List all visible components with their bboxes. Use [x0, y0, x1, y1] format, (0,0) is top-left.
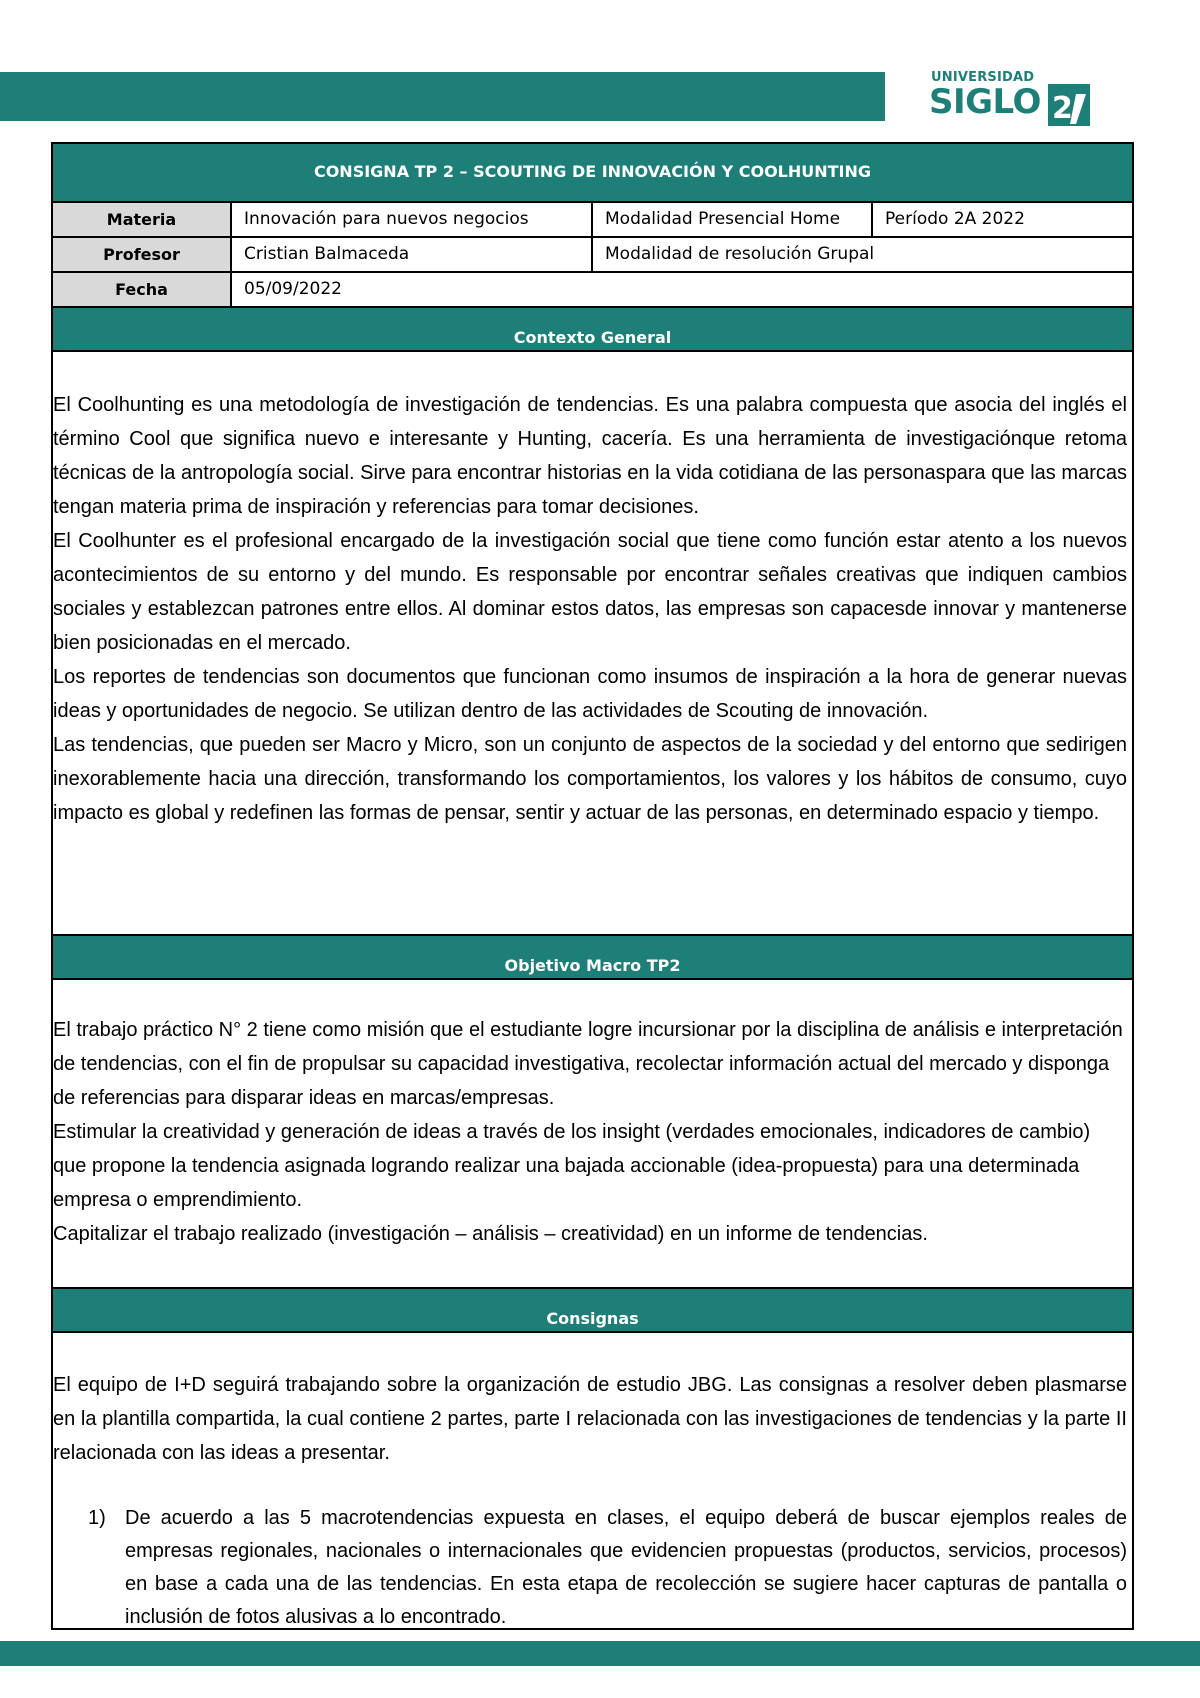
periodo-value: Período 2A 2022: [885, 209, 1025, 229]
section-title-consignas: Consignas: [53, 1289, 1132, 1333]
fecha-value: 05/09/2022: [244, 279, 342, 299]
modalidad-value: Modalidad Presencial Home: [593, 203, 873, 236]
objetivo-paragraph: El trabajo práctico N° 2 tiene como misión que el estudiante logre incursionar por la disciplina de análisis e interpretación de tendencias, con el fin de propulsar su capacidad investigativa, recolectar información actual del mercado y disponga de referencias para disparar ideas en marcas/empresas.: [53, 1019, 1123, 1109]
logo-21-badge-icon: [1048, 84, 1090, 126]
assignment-sheet: [51, 142, 1134, 1630]
consignas-intro: El equipo de I+D seguirá trabajando sobre la organización de estudio JBG. Las consignas a resolver deben plasmarse en la plantilla compartida, la cual contiene 2 partes, parte I relacionada con las investigaciones de tendencias y la parte II relacionada con las ideas a presentar.: [53, 1374, 1127, 1464]
section-title-objetivo: Objetivo Macro TP2: [53, 936, 1132, 980]
objetivo-paragraph: Capitalizar el trabajo realizado (investigación – análisis – creatividad) en un informe de tendencias.: [53, 1223, 928, 1245]
contexto-body: [53, 388, 1127, 830]
list-item: [88, 1502, 1127, 1634]
bottom-accent-band: [0, 1641, 1200, 1666]
list-item-text: De acuerdo a las 5 macrotendencias expuesta en clases, el equipo deberá de buscar ejemplos reales de empresas regionales, nacionales o internacionales que evidencien propuestas (productos, servicios, procesos) en base a cada una de las tendencias. En esta etapa de recolección se sugiere hacer capturas de pantalla o inclusión de fotos alusivas a lo encontrado.: [125, 1507, 1127, 1628]
section-title-contexto: Contexto General: [53, 308, 1132, 352]
info-row-materia: [53, 203, 1132, 238]
profesor-label: Profesor: [53, 238, 232, 271]
info-row-fecha: [53, 273, 1132, 308]
resolucion-value: Modalidad de resolución Grupal: [605, 244, 875, 264]
contexto-paragraph: El Coolhunter es el profesional encargado de la investigación social que tiene como función estar atento a los nuevos acontecimientos de su entorno y del mundo. Es responsable por encontrar señales creativas que indiquen cambios sociales y establezcan patrones entre ellos. Al dominar estos datos, las empresas son capacesde innovar y mantenerse bien posicionadas en el mercado.: [53, 530, 1127, 654]
list-item-number: 1): [88, 1507, 106, 1529]
info-row-profesor: [53, 238, 1132, 273]
top-accent-band: [0, 72, 885, 121]
fecha-label: Fecha: [53, 273, 232, 306]
page-title: CONSIGNA TP 2 – SCOUTING DE INNOVACIÓN Y COOLHUNTING: [53, 144, 1132, 203]
materia-label: Materia: [53, 203, 232, 236]
materia-value: Innovación para nuevos negocios: [232, 203, 593, 236]
contexto-paragraph: Los reportes de tendencias son documentos que funcionan como insumos de inspiración a la hora de generar nuevas ideas y oportunidades de negocio. Se utilizan dentro de las actividades de Scouting de innovación.: [53, 666, 1127, 722]
profesor-value: Cristian Balmaceda: [232, 238, 593, 271]
university-logo: [931, 70, 1091, 130]
contexto-paragraph: Las tendencias, que pueden ser Macro y Micro, son un conjunto de aspectos de la sociedad y del entorno que sedirigen inexorablemente hacia una dirección, transformando los comportamientos, los valores y los hábitos de consumo, cuyo impacto es global y redefinen las formas de pensar, sentir y actuar de las personas, en determinado espacio y tiempo.: [53, 734, 1127, 824]
contexto-paragraph: El Coolhunting es una metodología de investigación de tendencias. Es una palabra compuesta que asocia del inglés el término Cool que significa nuevo e interesante y Hunting, cacería. Es una herramienta de investigaciónque retoma técnicas de la antropología social. Sirve para encontrar historias en la vida cotidiana de las personaspara que las marcas tengan materia prima de inspiración y referencias para tomar decisiones.: [53, 394, 1127, 518]
logo-name: SIGLO: [929, 82, 1041, 122]
svg-text:2: 2: [1052, 91, 1073, 126]
objetivo-paragraph: Estimular la creatividad y generación de ideas a través de los insight (verdades emocionales, indicadores de cambio) que propone la tendencia asignada logrando realizar una bajada accionable (idea-propuesta) para una determinada empresa o emprendimiento.: [53, 1121, 1091, 1211]
logo-university-label: UNIVERSIDAD: [931, 70, 1035, 85]
objetivo-body: [53, 1013, 1127, 1251]
